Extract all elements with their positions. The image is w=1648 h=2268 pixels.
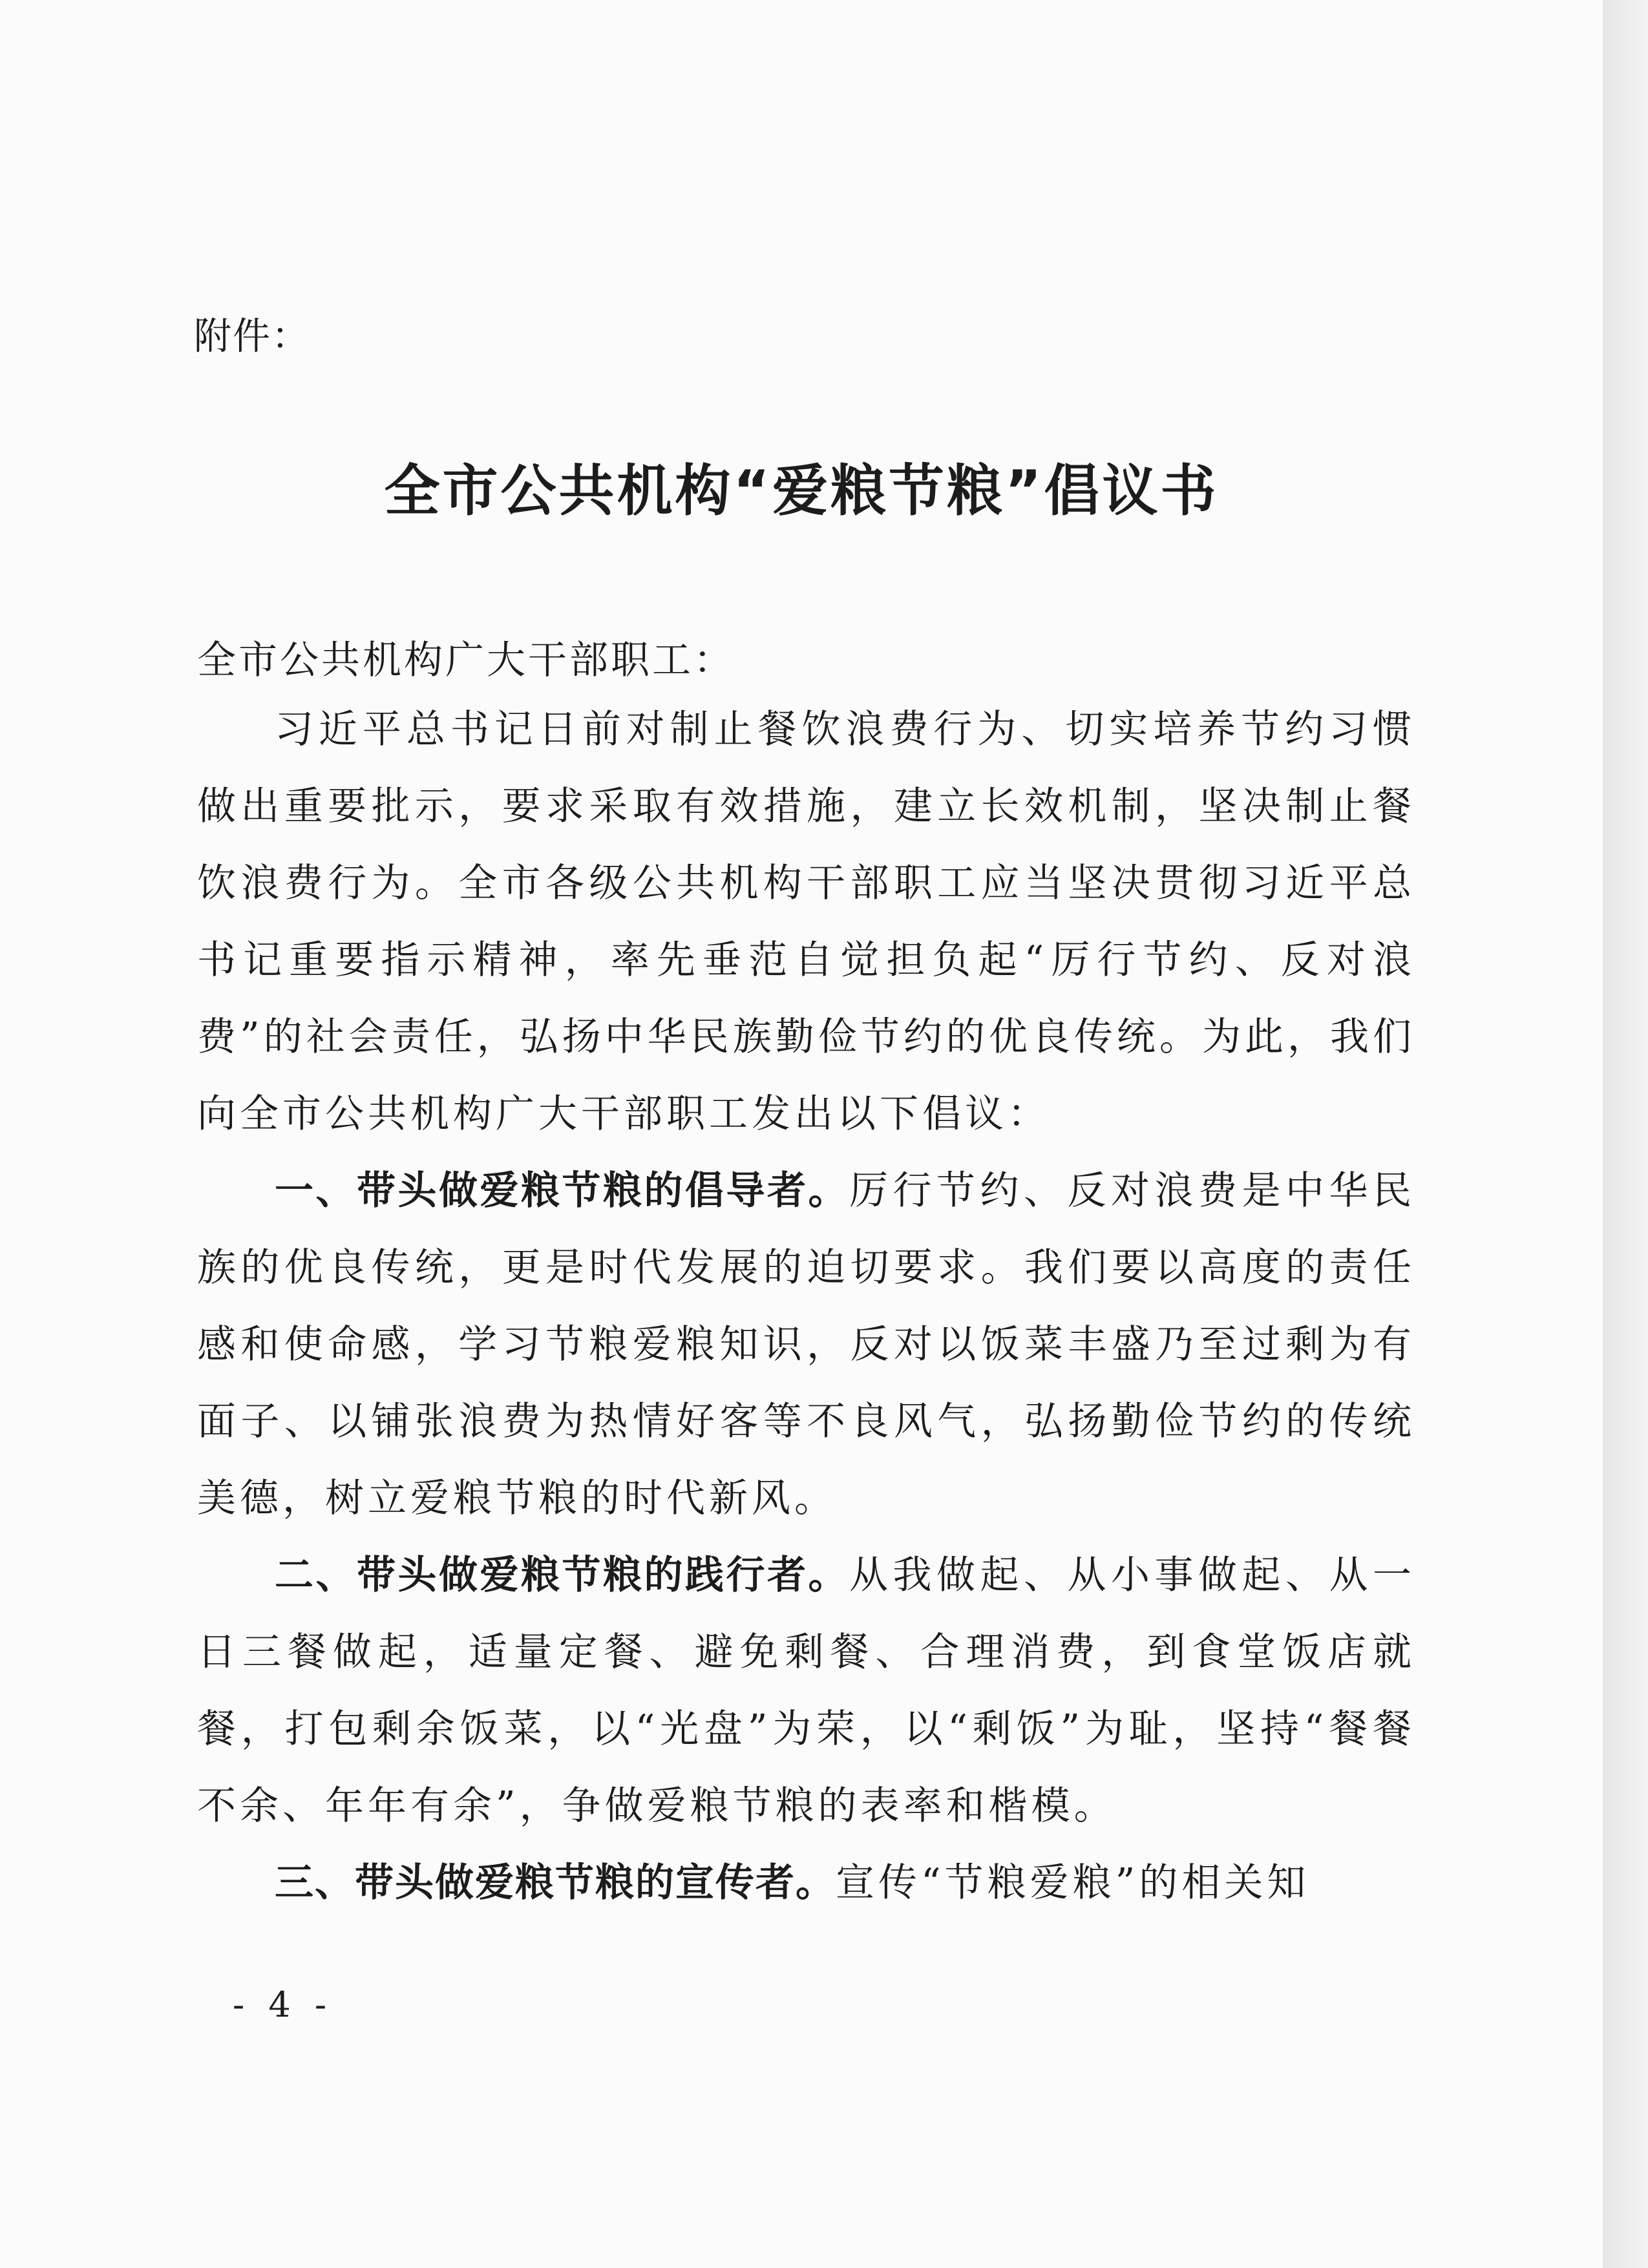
paragraph-heading: 三、带头做爱粮节粮的宣传者。 [275,1860,836,1906]
scan-page-edge [1603,0,1648,2268]
paragraph-text: 宣传“节粮爱粮”的相关知 [836,1860,1310,1906]
paragraph-text: 厉行节约、反对浪费是中华民族的优良传统，更是时代发展的迫切要求。我们要以高度的责任感和使命感，学习节粮爱粮知识，反对以饭菜丰盛乃至过剩为有面子、以铺张浪费为热情好客等不良风气，弘扬勤俭节约的传统美德，树立爱粮节粮的时代新风。 [197,1168,1415,1521]
paragraph-heading: 二、带头做爱粮节粮的践行者。 [275,1553,849,1598]
attachment-label: 附件： [194,314,311,358]
paragraph-text: 从我做起、从小事做起、从一日三餐做起，适量定餐、避免剩餐、合理消费，到食堂饭店就餐，打包剩余饭菜，以“光盘”为荣，以“剩饭”为耻，坚持“餐餐不余、年年有余”，争做爱粮节粮的表率和楷模。 [197,1553,1415,1829]
body-paragraph [197,1845,1415,1922]
body-paragraph [197,1537,1415,1845]
document-body [197,691,1415,1922]
document-title: 全市公共机构“爱粮节粮”倡议书 [384,459,1219,523]
body-paragraph [197,1153,1415,1537]
body-paragraph [197,691,1415,1153]
paragraph-heading: 一、带头做爱粮节粮的倡导者。 [275,1168,849,1213]
paragraph-text: 习近平总书记日前对制止餐饮浪费行为、切实培养节约习惯做出重要批示，要求采取有效措施，建立长效机制，坚决制止餐饮浪费行为。全市各级公共机构干部职工应当坚决贯彻习近平总书记重要指示精神，率先垂范自觉担负起“厉行节约、反对浪费”的社会责任，弘扬中华民族勤俭节约的优良传统。为此，我们向全市公共机构广大干部职工发出以下倡议： [197,707,1415,1137]
salutation: 全市公共机构广大干部职工： [197,638,735,683]
page-number: - 4 - [233,1984,333,2025]
